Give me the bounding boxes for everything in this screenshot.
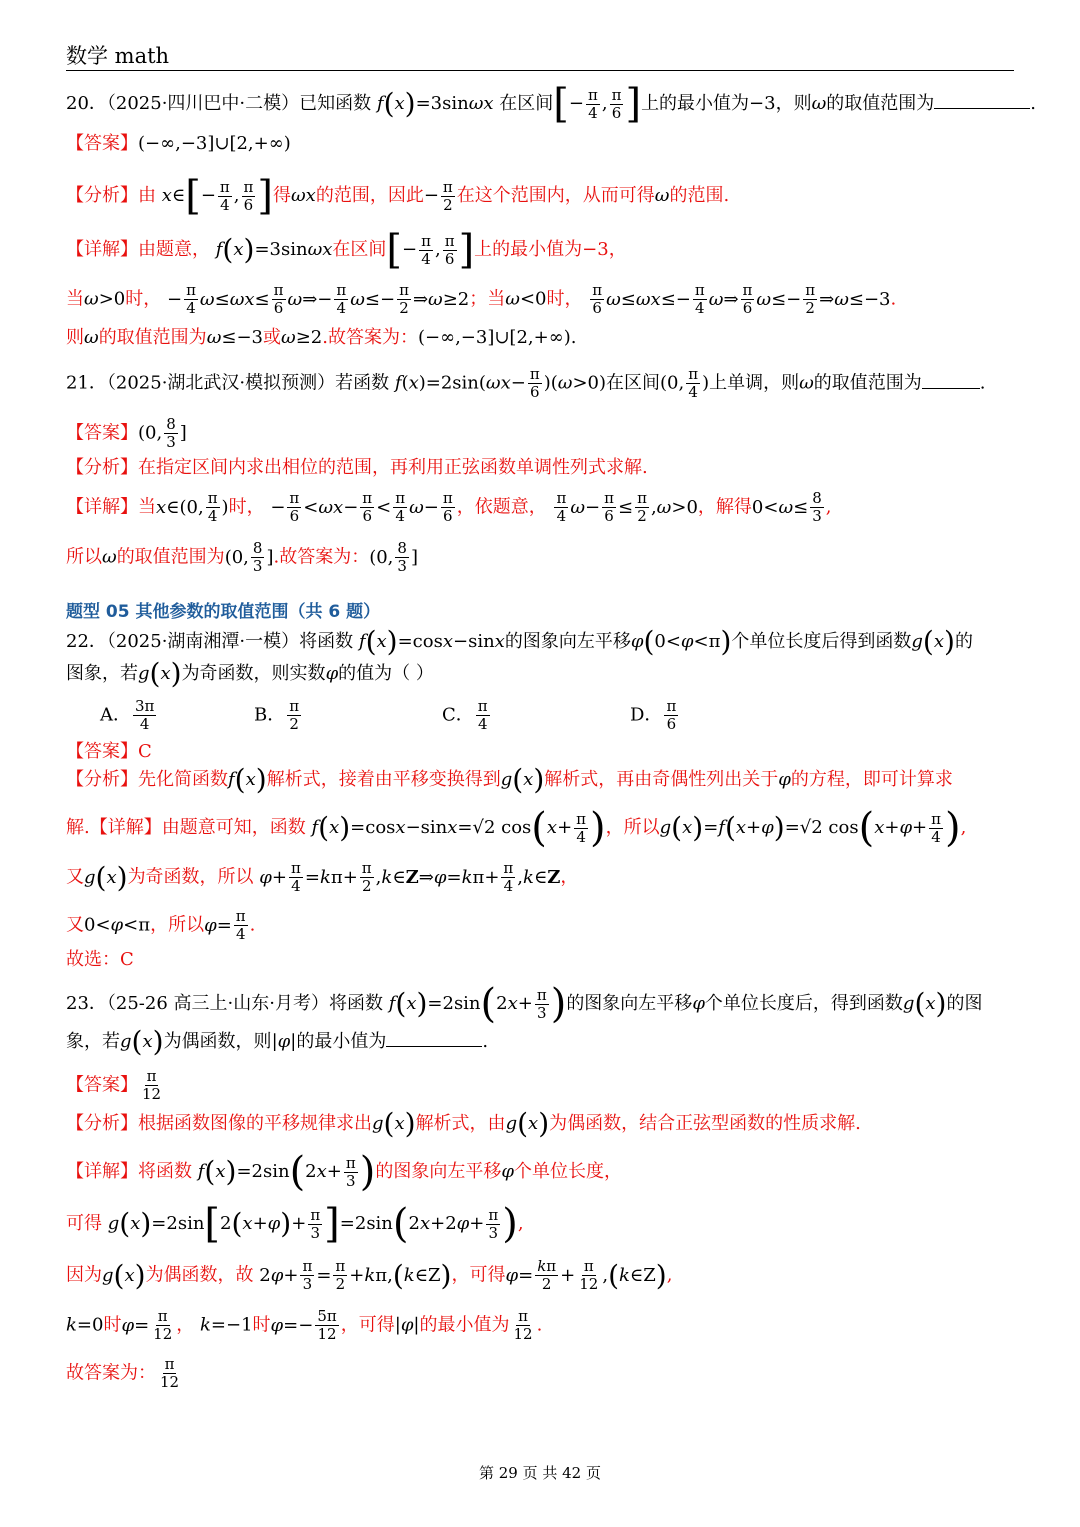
answer-blank <box>922 388 980 389</box>
option-b: B． $\frac{\pi}{2}$ <box>254 697 300 733</box>
q22-analysis: 【分析】先化简函数f(x)解析式，接着由平移变换得到g(x)解析式，再由奇偶性列出关于φ的方程，即可计算求 <box>66 763 953 796</box>
q23-answer: 【答案】 $\frac{\pi}{12}$ <box>66 1067 162 1103</box>
q22-final: 故选：C <box>66 949 134 970</box>
q20-detail-line2: 当ω>0时， − $\frac{\pi}{4}$ ω≤ωx≤ $\frac{\pi}{6}$ ω⇒− $\frac{\pi}{4}$ ω≤− $\frac{\pi}{2}$ ⇒ω≥2；当ω<0时， $\frac{\pi}{6}$ ω≤ωx≤− $\frac{\pi}{4}$ ω⇒ $\frac{\pi}{6}$ ω≤− $\frac{\pi}{2}$ ⇒ω≤−3. <box>66 281 897 317</box>
q22-detail-line2: 又g(x)为奇函数，所以 φ+ $\frac{\pi}{4}$ =kπ+ $\frac{\pi}{2}$ ,k∈Z⇒φ=kπ+ $\frac{\pi}{4}$ ,k∈Z， <box>66 859 579 895</box>
q21-stem: 21．（2025·湖北武汉·模拟预测）若函数 f(x)=2sin(ωx− $\frac{\pi}{6}$ )(ω>0)在区间(0, $\frac{\pi}{4}$ )上单调，则ω的取值范围为 . <box>66 365 986 401</box>
page-header: 数学 math <box>66 44 170 68</box>
detail-tag: 【详解】 <box>66 239 138 260</box>
q23-final: 故答案为： $\frac{\pi}{12}$ <box>66 1355 180 1391</box>
section-title: 题型 05 其他参数的取值范围（共 6 题） <box>66 602 381 622</box>
detail-tag: 【详解】 <box>66 1161 138 1182</box>
answer-tag: 【答案】 <box>66 133 138 154</box>
detail-tag: 【详解】 <box>66 496 138 518</box>
q22-detail-line3: 又0<φ<π，所以φ= $\frac{\pi}{4}$ . <box>66 907 256 943</box>
answer-blank <box>386 1046 482 1047</box>
header-divider <box>66 70 1014 71</box>
q20-stem-text: 上的最小值为−3，则 <box>641 93 812 114</box>
analysis-tag: 【分析】 <box>66 769 138 790</box>
analysis-tag: 【分析】 <box>66 1113 138 1134</box>
q22-stem: 22．（2025·湖南湘潭·一模）将函数 f(x)=cosx−sinx的图象向左平移φ(0<φ<π)个单位长度后得到函数g(x)的 <box>66 625 973 658</box>
q23-detail-line2: 可得 g(x)=2sin[2(x+φ)+ $\frac{\pi}{3}$ ]=2sin(2x+2φ+ $\frac{\pi}{3}$ ), <box>66 1201 524 1247</box>
answer-tag: 【答案】 <box>66 422 138 444</box>
detail-tag: 【详解】 <box>89 817 162 838</box>
q23-stem: 23．（25-26 高三上·山东·月考）将函数 f(x)=2sin(2x+ $\frac{\pi}{3}$ )的图象向左平移φ个单位长度后，得到函数g(x)的图 <box>66 981 983 1027</box>
analysis-tag: 【分析】 <box>66 457 138 478</box>
q20-detail-line3: 则ω的取值范围为ω≤−3或ω≥2.故答案为：(−∞,−3]∪[2,+∞). <box>66 327 577 348</box>
answer-tag: 【答案】 <box>66 1074 138 1096</box>
q23-analysis: 【分析】根据函数图像的平移规律求出g(x)解析式，由g(x)为偶函数，结合正弦型函数的性质求解. <box>66 1107 861 1140</box>
page-footer: 第 29 页 共 42 页 <box>478 1464 601 1482</box>
q20-detail: 【详解】由题意， f(x)=3sinωx在区间[− $\frac{\pi}{4}$ , $\frac{\pi}{6}$ ]上的最小值为−3， <box>66 227 627 273</box>
q23-detail-line4: k=0时φ= $\frac{\pi}{12}$ ， k=−1时φ=− $\frac{5\pi}{12}$ ，可得|φ|的最小值为 $\frac{\pi}{12}$ . <box>66 1307 543 1343</box>
analysis-tag: 【分析】 <box>66 185 138 206</box>
q20-stem-text: 在区间 <box>499 93 554 114</box>
q21-detail: 【详解】当x∈(0, $\frac{\pi}{4}$ )时， − $\frac{\pi}{6}$ <ωx− $\frac{\pi}{6}$ < $\frac{\pi}{4}$ ω− $\frac{\pi}{6}$ ，依题意， $\frac{\pi}{4}$ ω− $\frac{\pi}{6}$ ≤ $\frac{\pi}{2}$ ,ω>0，解得0<ω≤ $\frac{8}{3}$ , <box>66 489 832 525</box>
q21-detail-line2: 所以ω的取值范围为(0, $\frac{8}{3}$ ].故答案为：(0, $\frac{8}{3}$ ] <box>66 539 418 575</box>
q20-analysis: 【分析】由 x∈[− $\frac{\pi}{4}$ , $\frac{\pi}{6}$ ]得ωx的范围，因此− $\frac{\pi}{2}$ 在这个范围内，从而可得ω的范围. <box>66 173 730 219</box>
q20-stem-text: 20．（2025·四川巴中·二模）已知函数 <box>66 93 372 114</box>
q22-stem-line2: 图象，若g(x)为奇函数，则实数φ的值为（ ） <box>66 657 434 690</box>
q23-detail: 【详解】将函数 f(x)=2sin(2x+ $\frac{\pi}{3}$ )的图象向左平移φ个单位长度， <box>66 1149 622 1195</box>
q21-answer: 【答案】(0, $\frac{8}{3}$ ] <box>66 415 187 451</box>
answer-blank <box>934 108 1030 109</box>
q23-detail-line3: 因为g(x)为偶函数，故 2φ+ $\frac{\pi}{3}$ = $\frac{\pi}{2}$ +kπ,(k∈Z)，可得φ= $\frac{k\pi}{2}$ + $\frac{\pi}{12}$ ,(k∈Z), <box>66 1257 673 1293</box>
q23-stem-line2: 象，若g(x)为偶函数，则|φ|的最小值为 . <box>66 1025 489 1058</box>
option-a: A． $\frac{3\pi}{4}$ <box>100 697 155 733</box>
q20-stem-text: 的取值范围为 <box>826 93 935 114</box>
option-c: C． $\frac{\pi}{4}$ <box>442 697 488 733</box>
option-d: D． $\frac{\pi}{6}$ <box>630 697 677 733</box>
q22-detail: 解.【详解】由题意可知，函数 f(x)=cosx−sinx=√2 cos(x+ $\frac{\pi}{4}$ )，所以g(x)=f(x+φ)=√2 cos(x+φ+ $\frac{\pi}{4}$ ), <box>66 805 967 851</box>
answer-tag: 【答案】 <box>66 741 138 762</box>
q20-stem: 20．（2025·四川巴中·二模）已知函数 f(x)=3sinωx 在区间[− $\frac{\pi}{4}$ , $\frac{\pi}{6}$ ]上的最小值为−3，则ω的取值范围为 . <box>66 81 1037 127</box>
q21-analysis: 【分析】在指定区间内求出相位的范围，再利用正弦函数单调性列式求解. <box>66 457 648 478</box>
q20-answer <box>66 130 291 158</box>
q22-answer: 【答案】C <box>66 741 152 762</box>
q20-answer-value: (−∞,−3]∪[2,+∞) <box>138 133 291 154</box>
